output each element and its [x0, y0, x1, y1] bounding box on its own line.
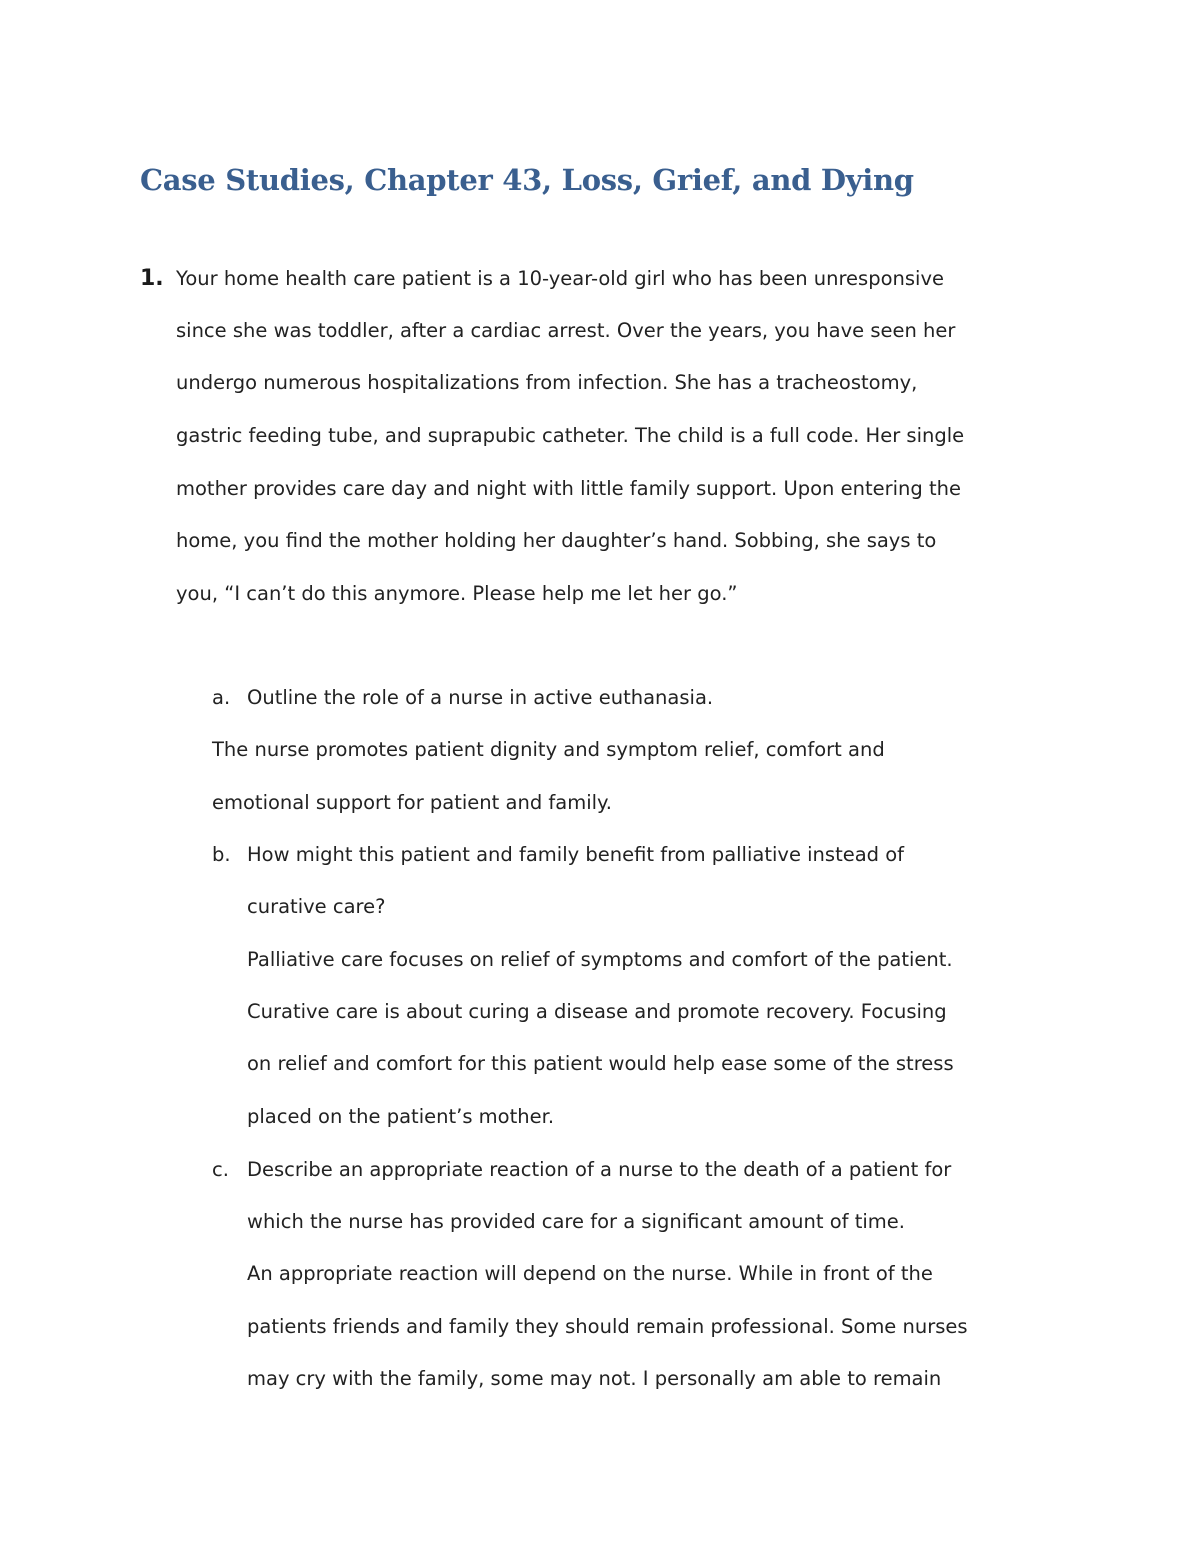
- part-b-answer-line: Curative care is about curing a disease and promote recovery. Focusing: [247, 1000, 947, 1023]
- part-b-question-line: curative care?: [247, 895, 386, 918]
- question-prompt-line: you, “I can’t do this anymore. Please help me let her go.”: [176, 582, 738, 605]
- part-c-letter: c.: [212, 1158, 229, 1181]
- part-c-question-line: which the nurse has provided care for a significant amount of time.: [247, 1210, 905, 1233]
- part-b-answer-line: placed on the patient’s mother.: [247, 1105, 555, 1128]
- part-c-answer-line: may cry with the family, some may not. I personally am able to remain: [247, 1367, 942, 1390]
- question-prompt-line: mother provides care day and night with little family support. Upon entering the: [176, 477, 961, 500]
- question-prompt-line: undergo numerous hospitalizations from infection. She has a tracheostomy,: [176, 371, 918, 394]
- part-a-question: Outline the role of a nurse in active euthanasia.: [247, 686, 714, 709]
- question-prompt-line: home, you find the mother holding her daughter’s hand. Sobbing, she says to: [176, 529, 937, 552]
- part-b-question-line: How might this patient and family benefit from palliative instead of: [247, 843, 905, 866]
- part-c-answer-line: An appropriate reaction will depend on the nurse. While in front of the: [247, 1262, 933, 1285]
- part-a-letter: a.: [212, 686, 231, 709]
- document-title: Case Studies, Chapter 43, Loss, Grief, and Dying: [140, 163, 914, 197]
- question-prompt-line: Your home health care patient is a 10-year-old girl who has been unresponsive: [176, 267, 944, 290]
- part-a-answer-line: emotional support for patient and family.: [212, 791, 612, 814]
- part-b-answer-line: on relief and comfort for this patient would help ease some of the stress: [247, 1052, 954, 1075]
- part-c-question-line: Describe an appropriate reaction of a nurse to the death of a patient for: [247, 1158, 952, 1181]
- part-b-answer-line: Palliative care focuses on relief of symptoms and comfort of the patient.: [247, 948, 953, 971]
- part-a-answer-line: The nurse promotes patient dignity and symptom relief, comfort and: [212, 738, 885, 761]
- question-prompt-line: gastric feeding tube, and suprapubic catheter. The child is a full code. Her single: [176, 424, 965, 447]
- question-prompt-line: since she was toddler, after a cardiac arrest. Over the years, you have seen her: [176, 319, 956, 342]
- question-number: 1.: [140, 266, 164, 291]
- part-b-letter: b.: [212, 843, 231, 866]
- part-c-answer-line: patients friends and family they should remain professional. Some nurses: [247, 1315, 968, 1338]
